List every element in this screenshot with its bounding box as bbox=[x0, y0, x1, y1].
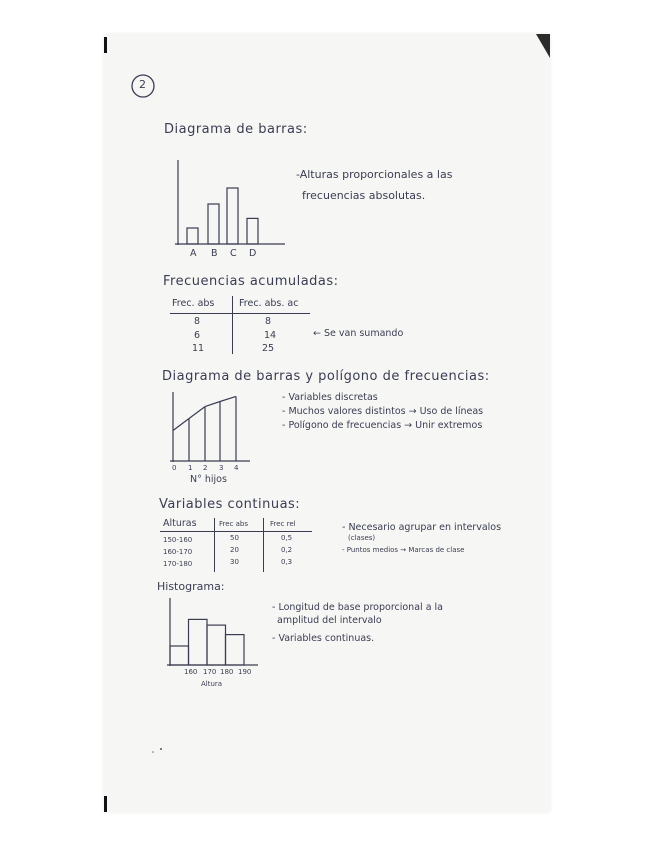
polygon-note: - Polígono de frecuencias → Unir extremos bbox=[282, 420, 483, 431]
continuous-note: - Puntos medios → Marcas de clase bbox=[342, 546, 465, 554]
histogram-note: - Variables continuas. bbox=[272, 633, 375, 644]
continuous-header-frec-abs: Frec abs bbox=[219, 520, 249, 528]
polygon-heading: Diagrama de barras y polígono de frecuencias: bbox=[162, 369, 490, 384]
page-number: 2 bbox=[139, 78, 146, 91]
histogram-tick-label: 180 bbox=[220, 668, 234, 676]
continuous-cell: 150-160 bbox=[163, 536, 193, 544]
polygon-tick-label: 1 bbox=[188, 464, 193, 472]
histogram-xlabel: Altura bbox=[201, 680, 223, 688]
cumulative-col2-header: Frec. abs. ac bbox=[239, 298, 299, 309]
bar-note-line2: frecuencias absolutas. bbox=[302, 189, 426, 202]
cumulative-acc-cell: 8 bbox=[265, 316, 272, 327]
cumulative-col1-header: Frec. abs bbox=[172, 298, 215, 309]
bar-tick-label: A bbox=[190, 248, 197, 259]
continuous-cell: 50 bbox=[230, 534, 239, 542]
polygon-tick-label: 4 bbox=[234, 464, 239, 472]
continuous-heading: Variables continuas: bbox=[159, 497, 301, 512]
polygon-tick-label: 3 bbox=[219, 464, 224, 472]
continuous-cell: 0,2 bbox=[281, 546, 293, 554]
bar-section-heading: Diagrama de barras: bbox=[164, 122, 308, 137]
continuous-cell: 0,5 bbox=[281, 534, 293, 542]
continuous-cell: 20 bbox=[230, 546, 239, 554]
polygon-xlabel: N° hijos bbox=[190, 474, 227, 485]
polygon-note: - Variables discretas bbox=[282, 392, 378, 403]
polygon-tick-label: 0 bbox=[172, 464, 177, 472]
cumulative-abs-cell: 8 bbox=[194, 316, 201, 327]
continuous-header-alturas: Alturas bbox=[163, 518, 197, 529]
cumulative-heading: Frecuencias acumuladas: bbox=[163, 274, 339, 289]
continuous-cell: 30 bbox=[230, 558, 239, 566]
continuous-cell: 170-180 bbox=[163, 560, 193, 568]
histogram-note: - Longitud de base proporcional a la bbox=[272, 602, 443, 613]
cumulative-abs-cell: 6 bbox=[194, 330, 201, 341]
histogram-tick-label: 170 bbox=[203, 668, 217, 676]
bar-tick-label: C bbox=[230, 248, 237, 259]
histogram-tick-label: 160 bbox=[184, 668, 198, 676]
continuous-cell: 0,3 bbox=[281, 558, 293, 566]
bar-tick-label: B bbox=[211, 248, 218, 259]
continuous-cell: 160-170 bbox=[163, 548, 193, 556]
cumulative-abs-cell: 11 bbox=[192, 343, 205, 354]
cumulative-acc-cell: 25 bbox=[262, 343, 275, 354]
histogram-tick-label: 190 bbox=[238, 668, 252, 676]
polygon-note: - Muchos valores distintos → Uso de líneas bbox=[282, 406, 484, 417]
bar-note-line1: -Alturas proporcionales a las bbox=[296, 168, 453, 181]
continuous-note: (clases) bbox=[348, 534, 376, 542]
continuous-header-frec-rel: Frec rel bbox=[270, 520, 296, 528]
bar-tick-label: D bbox=[249, 248, 257, 259]
histogram-note: amplitud del intervalo bbox=[277, 615, 382, 626]
cumulative-acc-cell: 14 bbox=[264, 330, 277, 341]
polygon-tick-label: 2 bbox=[203, 464, 208, 472]
cumulative-note: ← Se van sumando bbox=[313, 328, 404, 339]
continuous-note: - Necesario agrupar en intervalos bbox=[342, 522, 502, 533]
histogram-heading: Histograma: bbox=[157, 580, 225, 593]
